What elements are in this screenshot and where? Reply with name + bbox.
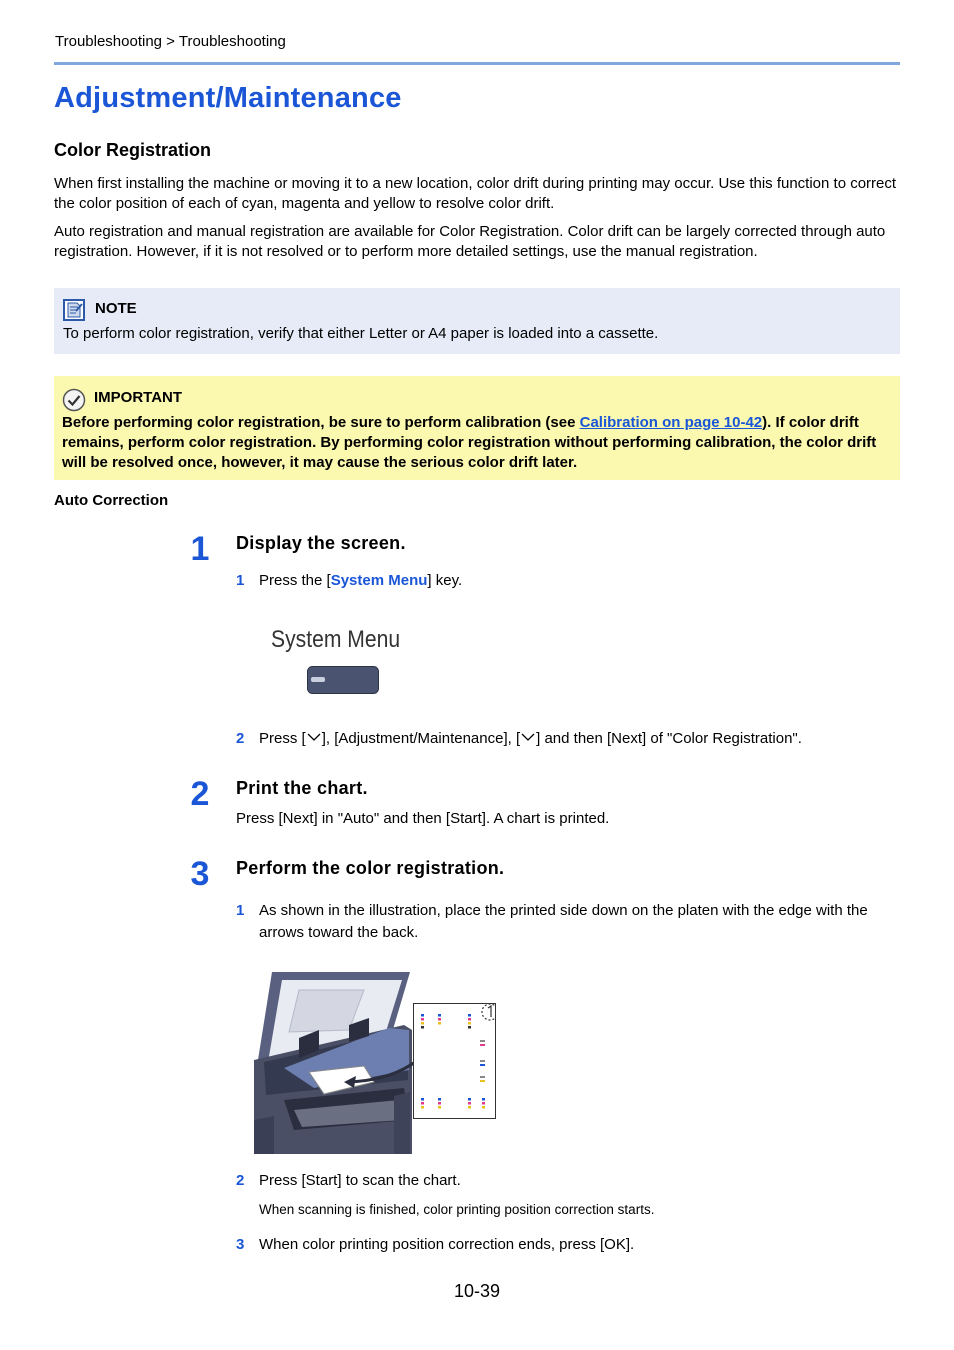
- sub-text-part1: Press [: [259, 730, 306, 747]
- step-2-number: 2: [190, 775, 210, 813]
- intro-paragraph-2: Auto registration and manual registration are available for Color Registration. Color drift can be largely corrected through auto registration. However, if it is not resolved or to perform more detailed settings, use the manual registration.: [54, 223, 886, 260]
- step-3-sub-1-text: As shown in the illustration, place the printed side down on the platen with the edge with the arrows toward the back.: [259, 902, 868, 941]
- system-menu-key[interactable]: [307, 666, 379, 694]
- system-menu-key-label: System Menu: [271, 626, 401, 653]
- step-2-title: Print the chart.: [236, 778, 368, 798]
- breadcrumb: Troubleshooting > Troubleshooting: [55, 33, 286, 50]
- step-3-sub-1-number: 1: [236, 902, 245, 919]
- important-heading: IMPORTANT: [94, 389, 183, 406]
- calibration-link[interactable]: Calibration on page 10-42: [579, 414, 763, 431]
- important-text-before: Before performing color registration, be sure to perform calibration (see: [62, 414, 580, 431]
- step-3-sub-2-note: When scanning is finished, color printing position correction starts.: [259, 1202, 655, 1217]
- step-3-number: 3: [190, 855, 210, 893]
- important-text-after: ). If color drift remains, perform color registration. By performing color registration without performing calibration, the color drift will be resolved once, however, it may cause the serious color drift later.: [62, 414, 877, 471]
- note-box: [54, 288, 900, 354]
- page-title: Adjustment/Maintenance: [54, 82, 402, 114]
- step-3-sub-3-text: When color printing position correction ends, press [OK].: [259, 1236, 635, 1253]
- sub-text-part2: ], [Adjustment/Maintenance], [: [321, 730, 521, 747]
- intro-paragraph-1: When first installing the machine or moving it to a new location, color drift during printing may occur. Use this function to correct the color position of each of cyan, magenta and yellow to resolve color drift.: [54, 175, 897, 212]
- header-rule: [54, 62, 900, 65]
- important-box: [54, 376, 900, 480]
- step-3-sub-2-text: Press [Start] to scan the chart.: [259, 1172, 461, 1189]
- sub-text-before: Press the [: [259, 572, 331, 589]
- step-1-sub-1-text: [259, 570, 899, 592]
- chevron-down-icon: [306, 728, 322, 750]
- sub-text-part3: ] and then [Next] of "Color Registration".: [536, 730, 802, 747]
- checkmark-icon: [62, 388, 86, 412]
- note-text: To perform color registration, verify that either Letter or A4 paper is loaded into a cassette.: [63, 325, 659, 342]
- section-title: Color Registration: [54, 140, 212, 160]
- color-chart-sheet: [413, 1003, 496, 1119]
- step-3-sub-3-number: 3: [236, 1236, 245, 1253]
- step-1-number: 1: [190, 530, 210, 568]
- page-number: 10-39: [453, 1281, 501, 1301]
- subsection-title: Auto Correction: [54, 492, 169, 509]
- step-1-sub-2-number: 2: [236, 730, 245, 747]
- step-2-text: Press [Next] in "Auto" and then [Start]. A chart is printed.: [236, 810, 610, 827]
- chevron-down-icon: [520, 728, 536, 750]
- step-1-title: Display the screen.: [236, 533, 406, 553]
- sub-text-after: ] key.: [427, 572, 463, 589]
- system-menu-key-ref: System Menu: [330, 572, 428, 589]
- step-3-title: Perform the color registration.: [236, 858, 505, 878]
- step-1-sub-1-number: 1: [236, 572, 245, 589]
- note-icon: [63, 299, 85, 321]
- step-3-sub-2-number: 2: [236, 1172, 245, 1189]
- note-heading: NOTE: [95, 300, 137, 317]
- important-text: [62, 413, 896, 473]
- step-1-sub-2-text: [259, 728, 899, 750]
